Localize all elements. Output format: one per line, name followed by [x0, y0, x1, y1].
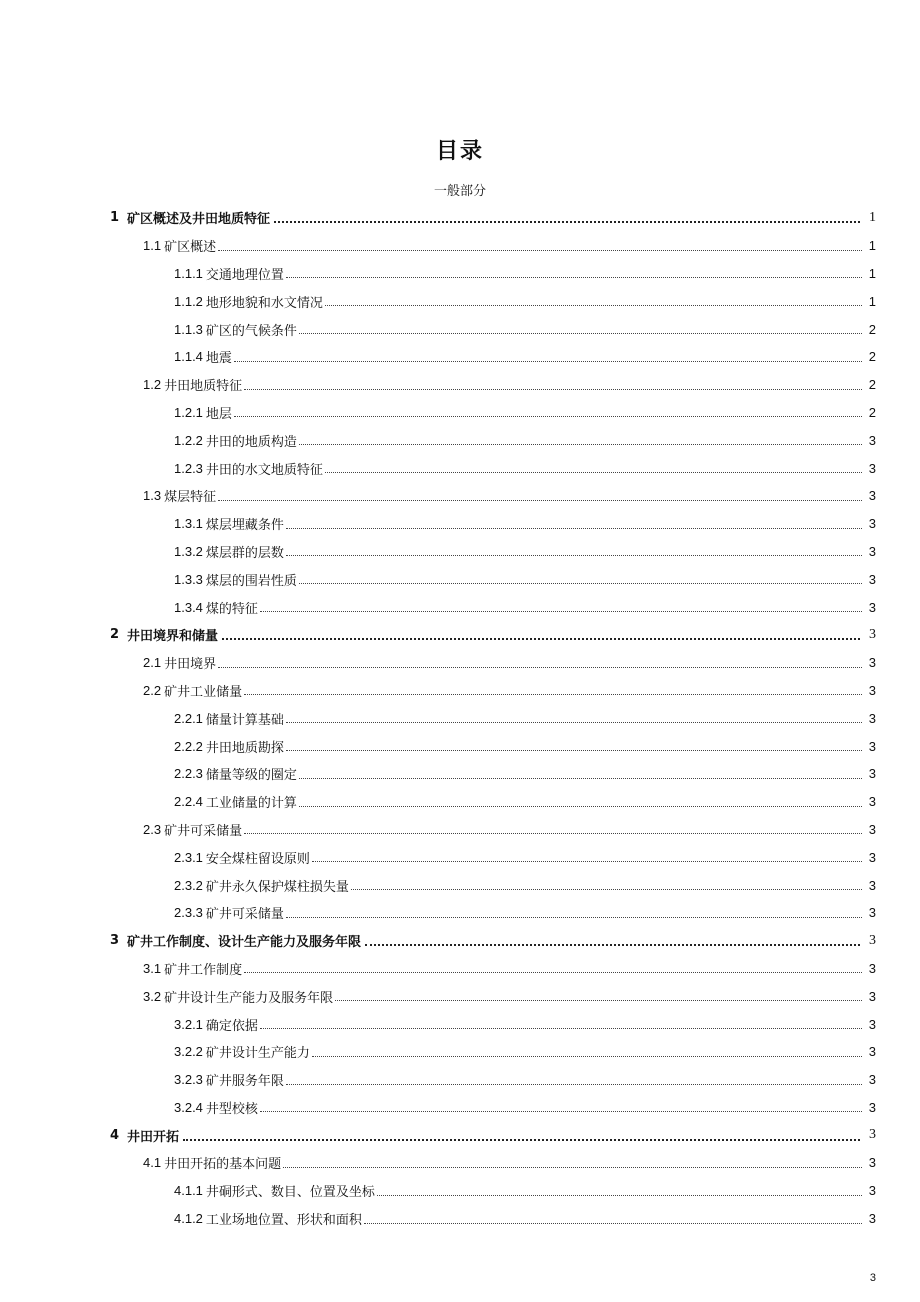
toc-entry-number: 1.3.4	[174, 599, 203, 615]
toc-entry-page: 3	[868, 543, 876, 559]
toc-entry-label: 矿井可采储量	[205, 907, 284, 923]
toc-entry-page: 3	[868, 432, 876, 448]
toc-entry-label: 矿井永久保护煤柱损失量	[205, 879, 349, 895]
toc-dot-leader	[244, 832, 862, 834]
toc-entry-label: 安全煤柱留设原则	[205, 851, 310, 867]
toc-dot-leader	[286, 276, 862, 278]
toc-entry-level-2[interactable]	[0, 982, 920, 1010]
toc-dot-leader	[299, 582, 862, 584]
toc-entry-label: 煤的特征	[205, 601, 258, 617]
toc-entry-level-3[interactable]	[0, 732, 920, 760]
toc-entry-label: 煤层的围岩性质	[205, 573, 297, 589]
toc-entry-number: 1.1.1	[174, 265, 203, 281]
toc-entry-level-3[interactable]	[0, 454, 920, 482]
toc-entry-number: 3.1	[143, 960, 162, 976]
toc-entry-level-3[interactable]	[0, 1177, 920, 1205]
toc-entry-page: 3	[868, 682, 876, 698]
toc-dot-leader	[335, 999, 862, 1001]
toc-entry-page: 3	[868, 599, 876, 615]
toc-dot-leader	[286, 554, 862, 556]
toc-entry-number: 2.2.3	[174, 766, 203, 782]
toc-entry-label: 井田的水文地质特征	[205, 462, 323, 478]
toc-dot-leader	[365, 943, 860, 946]
toc-entry-label: 煤层群的层数	[205, 545, 284, 561]
toc-dot-leader	[260, 1027, 862, 1029]
page-subtitle: 一般部分	[433, 184, 486, 199]
toc-entry-page: 3	[868, 794, 876, 810]
toc-entry-page: 3	[868, 1044, 876, 1060]
toc-entry-level-2[interactable]	[0, 649, 920, 677]
toc-dot-leader	[299, 332, 862, 334]
toc-entry-level-3[interactable]	[0, 510, 920, 538]
toc-entry-level-3[interactable]	[0, 871, 920, 899]
toc-entry-page: 3	[868, 1211, 876, 1227]
toc-entry-level-1[interactable]	[0, 204, 920, 232]
toc-entry-level-3[interactable]	[0, 1066, 920, 1094]
toc-entry-level-3[interactable]	[0, 1205, 920, 1233]
toc-dot-leader	[260, 610, 862, 612]
toc-dot-leader	[364, 1222, 862, 1224]
toc-entry-number: 4.1.2	[174, 1211, 203, 1227]
toc-entry-page: 3	[868, 488, 876, 504]
toc-entry-label: 矿区概述	[164, 240, 217, 256]
toc-dot-leader	[286, 749, 862, 751]
toc-entry-number: 1.2.1	[174, 404, 203, 420]
toc-entry-label: 井田境界和储量	[127, 629, 219, 645]
toc-entry-number: 4.1.1	[174, 1183, 203, 1199]
toc-entry-level-1[interactable]	[0, 927, 920, 955]
toc-entry-page: 3	[868, 877, 876, 893]
toc-entry-number: 1.1.4	[174, 349, 203, 365]
toc-entry-number: 2.2.1	[174, 710, 203, 726]
toc-dot-leader	[351, 888, 862, 890]
toc-entry-label: 井田开拓的基本问题	[164, 1157, 282, 1173]
toc-entry-page: 3	[868, 1016, 876, 1032]
toc-dot-leader	[222, 637, 860, 640]
toc-entry-page: 3	[868, 1155, 876, 1171]
toc-entry-label: 地层	[205, 406, 232, 422]
toc-entry-label: 矿井服务年限	[205, 1074, 284, 1090]
toc-dot-leader	[244, 388, 862, 390]
toc-entry-label: 地震	[205, 351, 232, 367]
toc-entry-level-3[interactable]	[0, 593, 920, 621]
toc-entry-label: 井硐形式、数目、位置及坐标	[205, 1185, 375, 1201]
toc-entry-page: 2	[868, 377, 876, 393]
toc-entry-page: 2	[868, 321, 876, 337]
toc-entry-label: 矿区概述及井田地质特征	[127, 212, 271, 228]
toc-dot-leader	[274, 220, 860, 223]
toc-entry-page: 2	[868, 404, 876, 420]
toc-entry-number: 2.2.2	[174, 738, 203, 754]
toc-dot-leader	[234, 415, 862, 417]
toc-entry-number: 1.3.2	[174, 543, 203, 559]
toc-dot-leader	[286, 916, 862, 918]
toc-entry-number: 2.3	[143, 821, 162, 837]
toc-entry-page: 1	[868, 238, 876, 254]
toc-dot-leader	[283, 1166, 862, 1168]
toc-dot-leader	[299, 805, 862, 807]
toc-entry-level-2[interactable]	[0, 677, 920, 705]
toc-entry-level-3[interactable]	[0, 538, 920, 566]
toc-entry-label: 矿井工业储量	[164, 684, 243, 700]
toc-entry-number: 1.2	[143, 377, 162, 393]
toc-entry-page: 3	[868, 1099, 876, 1115]
toc-entry-page: 3	[868, 960, 876, 976]
toc-entry-number: 3.2	[143, 988, 162, 1004]
toc-entry-label: 井田地质特征	[164, 379, 243, 395]
toc-entry-page: 3	[868, 905, 876, 921]
toc-entry-number: 1.2.3	[174, 460, 203, 476]
toc-entry-label: 储量计算基础	[205, 712, 284, 728]
toc-entry-label: 交通地理位置	[205, 267, 284, 283]
toc-entry-label: 井田开拓	[127, 1129, 180, 1145]
toc-entry-number: 2.2.4	[174, 794, 203, 810]
toc-entry-number: 3.2.1	[174, 1016, 203, 1032]
toc-entry-label: 矿区的气候条件	[205, 323, 297, 339]
toc-entry-label: 煤层埋藏条件	[205, 518, 284, 534]
toc-entry-page: 3	[869, 1127, 876, 1143]
page-number: 3	[869, 1272, 876, 1284]
toc-entry-level-3[interactable]	[0, 260, 920, 288]
toc-entry-level-2[interactable]	[0, 955, 920, 983]
toc-entry-level-2[interactable]	[0, 232, 920, 260]
toc-entry-label: 井田的地质构造	[205, 434, 297, 450]
toc-entry-page: 3	[869, 626, 876, 642]
toc-entry-label: 矿井可采储量	[164, 823, 243, 839]
toc-entry-number: 3.2.4	[174, 1099, 203, 1115]
toc-entry-level-3[interactable]	[0, 788, 920, 816]
toc-entry-page: 3	[868, 821, 876, 837]
toc-entry-label: 工业储量的计算	[205, 796, 297, 812]
toc-entry-level-3[interactable]	[0, 843, 920, 871]
toc-entry-page: 3	[868, 655, 876, 671]
toc-entry-level-3[interactable]	[0, 760, 920, 788]
toc-entry-label: 矿井工作制度	[164, 962, 243, 978]
toc-entry-level-3[interactable]	[0, 315, 920, 343]
toc-entry-number: 2.3.2	[174, 877, 203, 893]
toc-entry-number: 1	[110, 210, 120, 226]
toc-dot-leader	[218, 666, 862, 668]
toc-entry-number: 1.1.2	[174, 293, 203, 309]
toc-entry-level-3[interactable]	[0, 1038, 920, 1066]
toc-entry-number: 1.3	[143, 488, 162, 504]
toc-entry-page: 3	[868, 766, 876, 782]
toc-entry-label: 储量等级的圈定	[205, 768, 297, 784]
toc-entry-label: 井型校核	[205, 1101, 258, 1117]
toc-entry-label: 矿井工作制度、设计生产能力及服务年限	[127, 935, 362, 951]
toc-entry-label: 确定依据	[205, 1018, 258, 1034]
toc-entry-page: 3	[868, 1072, 876, 1088]
toc-entry-number: 4.1	[143, 1155, 162, 1171]
toc-entry-level-3[interactable]	[0, 704, 920, 732]
toc-entry-level-2[interactable]	[0, 371, 920, 399]
toc-entry-number: 2.3.3	[174, 905, 203, 921]
toc-entry-label: 井田地质勘探	[205, 740, 284, 756]
toc-entry-number: 1.1.3	[174, 321, 203, 337]
toc-entry-page: 3	[868, 849, 876, 865]
toc-entry-label: 矿井设计生产能力及服务年限	[164, 990, 334, 1006]
toc-entry-page: 3	[868, 516, 876, 532]
toc-entry-page: 1	[868, 293, 876, 309]
page-title: 目录	[435, 139, 484, 164]
toc-dot-leader	[377, 1194, 862, 1196]
toc-entry-number: 2	[110, 627, 120, 643]
toc-entry-level-1[interactable]	[0, 1121, 920, 1149]
toc-entry-page: 3	[868, 1183, 876, 1199]
toc-entry-level-1[interactable]	[0, 621, 920, 649]
toc-dot-leader	[286, 1083, 862, 1085]
toc-entry-number: 1.3.1	[174, 516, 203, 532]
toc-dot-leader	[234, 360, 862, 362]
toc-entry-level-3[interactable]	[0, 343, 920, 371]
toc-entry-page: 2	[868, 349, 876, 365]
toc-entry-page: 3	[869, 932, 876, 948]
toc-entry-level-3[interactable]	[0, 1010, 920, 1038]
table-of-contents	[0, 204, 920, 1232]
toc-dot-leader	[218, 499, 862, 501]
toc-dot-leader	[244, 971, 862, 973]
toc-dot-leader	[325, 471, 862, 473]
toc-entry-page: 3	[868, 460, 876, 476]
toc-dot-leader	[218, 249, 862, 251]
toc-entry-number: 1.3.3	[174, 571, 203, 587]
toc-dot-leader	[286, 721, 862, 723]
toc-entry-number: 4	[110, 1127, 120, 1143]
toc-entry-label: 煤层特征	[164, 490, 217, 506]
toc-entry-page: 3	[868, 988, 876, 1004]
toc-dot-leader	[183, 1138, 860, 1141]
toc-dot-leader	[312, 1055, 862, 1057]
toc-dot-leader	[299, 777, 862, 779]
toc-entry-number: 2.3.1	[174, 849, 203, 865]
toc-dot-leader	[260, 1110, 862, 1112]
toc-dot-leader	[244, 693, 862, 695]
toc-entry-number: 3.2.3	[174, 1072, 203, 1088]
toc-entry-label: 地形地貌和水文情况	[205, 295, 323, 311]
toc-entry-page: 3	[868, 710, 876, 726]
toc-entry-level-3[interactable]	[0, 426, 920, 454]
toc-entry-number: 2.1	[143, 655, 162, 671]
toc-dot-leader	[299, 443, 862, 445]
toc-entry-level-3[interactable]	[0, 565, 920, 593]
toc-entry-level-3[interactable]	[0, 899, 920, 927]
toc-entry-page: 3	[868, 738, 876, 754]
toc-entry-page: 3	[868, 571, 876, 587]
toc-entry-page: 1	[868, 265, 876, 281]
toc-entry-label: 工业场地位置、形状和面积	[205, 1213, 362, 1229]
toc-entry-label: 井田境界	[164, 657, 217, 673]
toc-dot-leader	[312, 860, 862, 862]
toc-entry-level-3[interactable]	[0, 399, 920, 427]
toc-entry-number: 1.1	[143, 238, 162, 254]
toc-dot-leader	[325, 304, 862, 306]
toc-entry-number: 3	[110, 933, 120, 949]
toc-entry-label: 矿井设计生产能力	[205, 1046, 310, 1062]
toc-entry-level-3[interactable]	[0, 1094, 920, 1122]
toc-entry-level-2[interactable]	[0, 482, 920, 510]
toc-entry-page: 1	[869, 209, 876, 225]
toc-entry-number: 1.2.2	[174, 432, 203, 448]
toc-entry-level-2[interactable]	[0, 816, 920, 844]
toc-entry-number: 3.2.2	[174, 1044, 203, 1060]
toc-entry-number: 2.2	[143, 682, 162, 698]
toc-entry-level-2[interactable]	[0, 1149, 920, 1177]
toc-entry-level-3[interactable]	[0, 287, 920, 315]
toc-dot-leader	[286, 527, 862, 529]
